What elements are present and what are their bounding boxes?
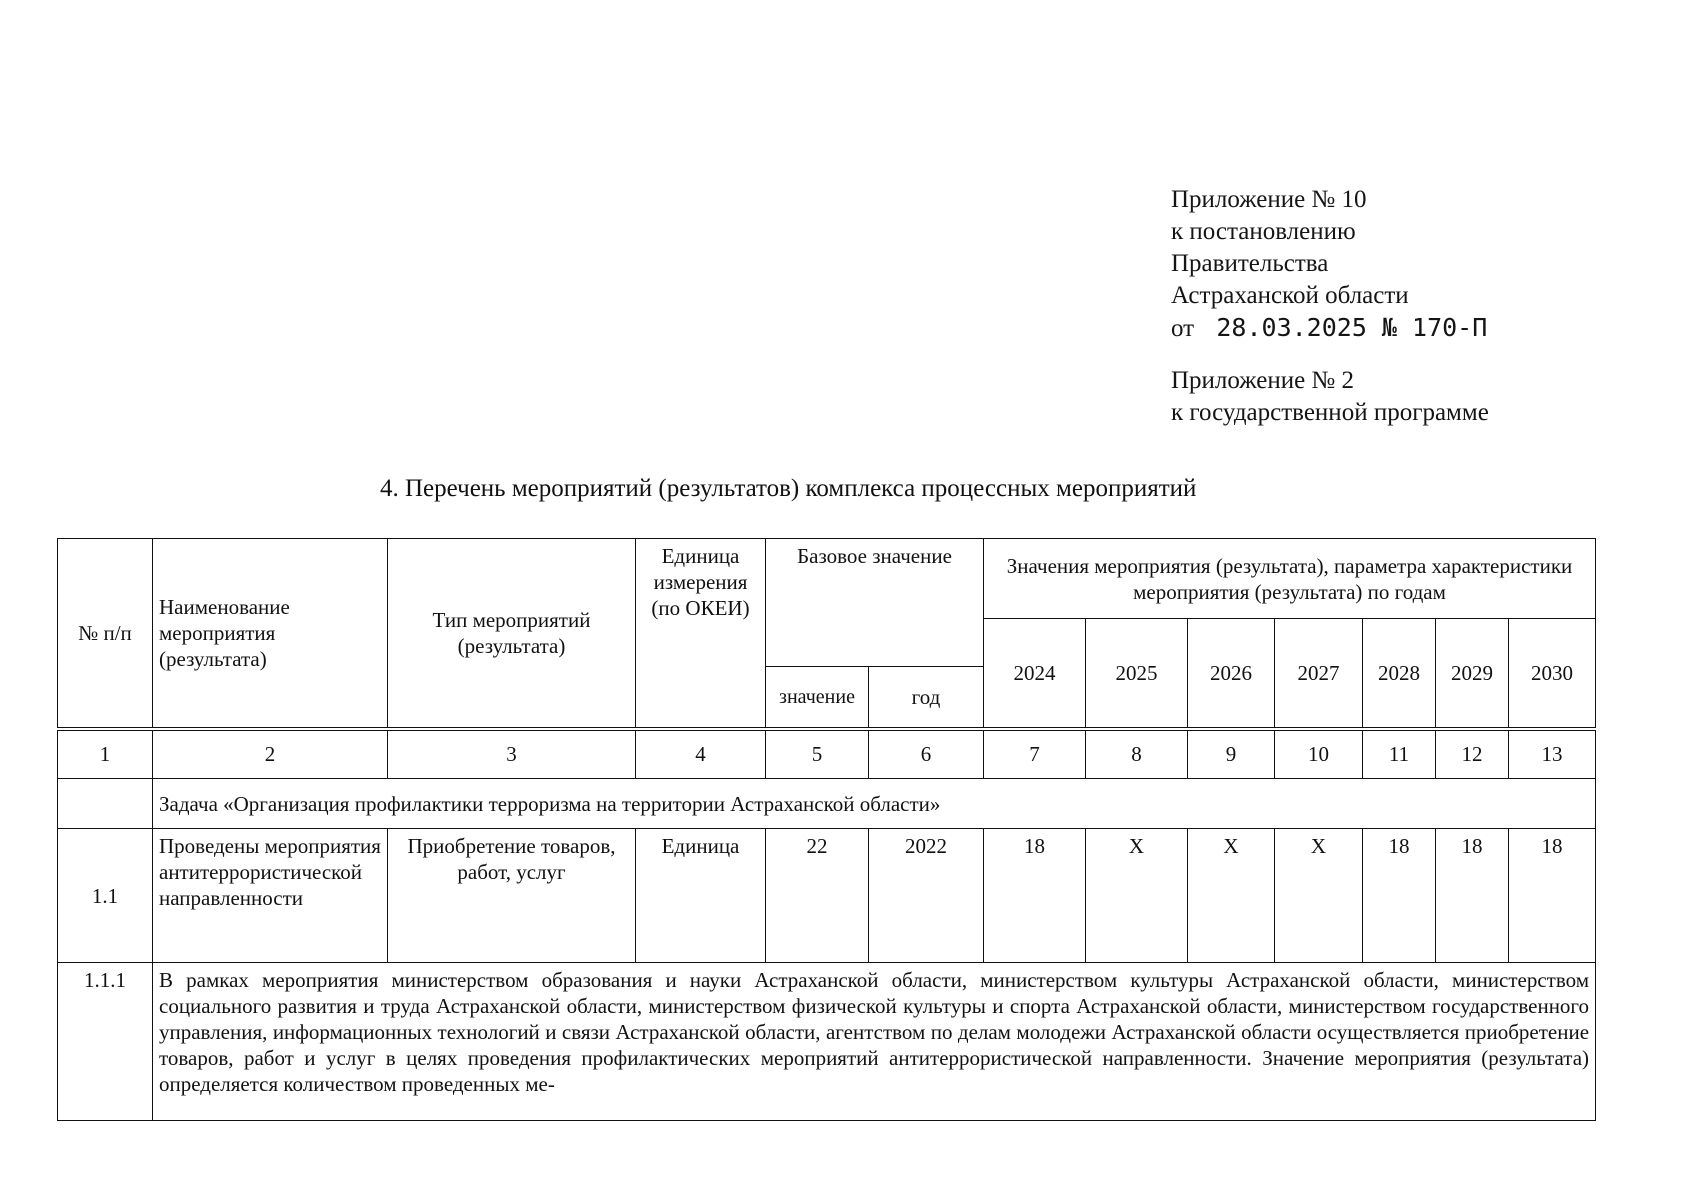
row-value-2028: 18 [1363,829,1436,963]
row-unit: Единица [636,829,766,963]
appendix-header [1171,184,1489,429]
row-type: Приобретение товаров, работ, услуг [388,829,636,963]
column-number: 6 [869,729,984,779]
task-row [58,779,1596,829]
appendix-number: Приложение № 10 [1171,186,1367,213]
header-year: 2029 [1436,619,1509,729]
column-number: 2 [153,729,388,779]
header-base: Базовое значение [766,539,984,667]
header-year: 2026 [1188,619,1275,729]
row-name: Проведены мероприятия антитеррористической направленности [153,829,388,963]
row-base-value: 22 [766,829,869,963]
column-numbers-row [58,729,1596,779]
header-year: 2024 [984,619,1086,729]
column-number: 13 [1509,729,1596,779]
header-base-value: значение [766,667,869,729]
header-year: 2025 [1086,619,1188,729]
table-row [58,829,1596,963]
section-title: 4. Перечень мероприятий (результатов) комплекса процессных мероприятий [380,475,1197,502]
row-value-2024: 18 [984,829,1086,963]
row-num: 1.1.1 [58,963,153,1121]
header-type: Тип мероприятий (результата) [388,539,636,729]
header-num: № п/п [58,539,153,729]
column-number: 11 [1363,729,1436,779]
header-unit: Единица измерения (по ОКЕИ) [636,539,766,729]
column-number: 9 [1188,729,1275,779]
column-number: 7 [984,729,1086,779]
row-description: В рамках мероприятия министерством образования и науки Астраханской области, министерством культуры Астраханской области, министерством социального развития и труда Астраханской области, министерством физической культуры и спорта Астраханской области, министерством государственного управления, информационных технологий и связи Астраханской области, агентством по делам молодежи Астраханской области осуществляется приобретение товаров, работ и услуг в целях проведения профилактических мероприятий антитеррористической направленности. Значение мероприятия (результата) определяется количеством проведенных ме- [153,963,1596,1121]
row-value-2029: 18 [1436,829,1509,963]
column-number: 1 [58,729,153,779]
column-number: 4 [636,729,766,779]
to-program: к государственной программе [1171,399,1489,426]
column-number: 8 [1086,729,1188,779]
header-name: Наименование мероприятия (результата) [153,539,388,729]
appendix2-number: Приложение № 2 [1171,367,1355,394]
row-num: 1.1 [58,829,153,963]
row-value-2030: 18 [1509,829,1596,963]
row-value-2026: Х [1188,829,1275,963]
government-label: Правительства [1171,250,1329,277]
header-values-by-year: Значения мероприятия (результата), параметра характеристики мероприятия (результата) по годам [984,539,1596,619]
resolution-date-line [1171,312,1489,345]
column-number: 10 [1275,729,1363,779]
row-base-year: 2022 [869,829,984,963]
column-number: 12 [1436,729,1509,779]
date-number-stamp: 28.03.2025 № 170-П [1216,313,1488,342]
header-year: 2030 [1509,619,1596,729]
region-label: Астраханской области [1171,282,1409,309]
from-label: от [1171,315,1195,342]
table-row [58,963,1596,1121]
to-resolution: к постановлению [1171,218,1356,245]
column-number: 3 [388,729,636,779]
task-title: Задача «Организация профилактики терроризма на территории Астраханской области» [153,779,1596,829]
header-year: 2028 [1363,619,1436,729]
measures-table [57,538,1596,1121]
header-year: 2027 [1275,619,1363,729]
header-base-year: год [869,667,984,729]
column-number: 5 [766,729,869,779]
row-value-2025: Х [1086,829,1188,963]
task-row-num-cell [58,779,153,829]
row-value-2027: Х [1275,829,1363,963]
header-row-1 [58,539,1596,619]
